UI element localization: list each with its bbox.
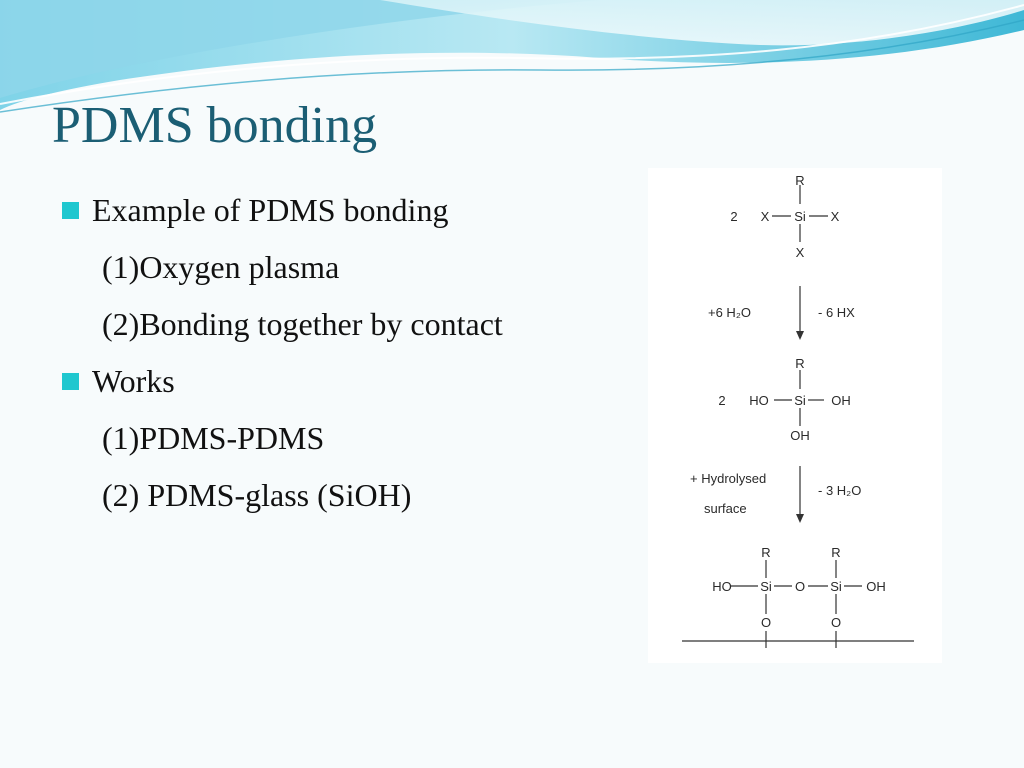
step3-top-left: R (761, 545, 771, 560)
bullet-item-works: Works (92, 363, 175, 399)
reaction-scheme-figure (648, 168, 942, 663)
sub-item-bonding-contact: (2)Bonding together by contact (102, 306, 503, 342)
step2-left: HO (749, 393, 769, 408)
reaction-scheme-svg (648, 168, 942, 663)
step3-bottom-right: O (830, 615, 842, 630)
step1-left: X (760, 209, 770, 224)
step2-bottom: OH (790, 428, 810, 443)
step1-right: X (830, 209, 840, 224)
step1-bottom: X (795, 245, 805, 260)
arrow1-right-label: - 6 HX (818, 305, 855, 320)
step3-bridge: O (794, 579, 806, 594)
bullet-item-example: Example of PDMS bonding (92, 192, 449, 228)
arrow2-left-label-line2: surface (704, 501, 747, 516)
bullet-marker-icon (62, 202, 79, 219)
arrow-down-icon (796, 514, 804, 523)
step3-bottom-left: O (760, 615, 772, 630)
step3-right-group: OH (866, 579, 886, 594)
step3-top-right: R (831, 545, 841, 560)
arrow1-left-label: +6 H₂O (708, 305, 751, 320)
step2-right: OH (831, 393, 851, 408)
bullet-marker-icon (62, 373, 79, 390)
step1-top: R (795, 173, 805, 188)
step1-center: Si (794, 209, 806, 224)
step2-top: R (795, 356, 805, 371)
slide-title: PDMS bonding (52, 97, 378, 154)
step3-si-left: Si (760, 579, 772, 594)
sub-item-pdms-glass: (2) PDMS-glass (SiOH) (102, 477, 412, 513)
arrow2-right-label: - 3 H₂O (818, 483, 862, 498)
step2-center: Si (794, 393, 806, 408)
step3-left-group: HO (712, 579, 732, 594)
step1-coefficient: 2 (730, 209, 738, 224)
sub-item-oxygen-plasma: (1)Oxygen plasma (102, 249, 340, 285)
step2-coefficient: 2 (718, 393, 726, 408)
arrow-down-icon (796, 331, 804, 340)
arrow2-left-label-line1: + Hydrolysed (690, 471, 767, 486)
step3-si-right: Si (830, 579, 842, 594)
sub-item-pdms-pdms: (1)PDMS-PDMS (102, 420, 325, 456)
